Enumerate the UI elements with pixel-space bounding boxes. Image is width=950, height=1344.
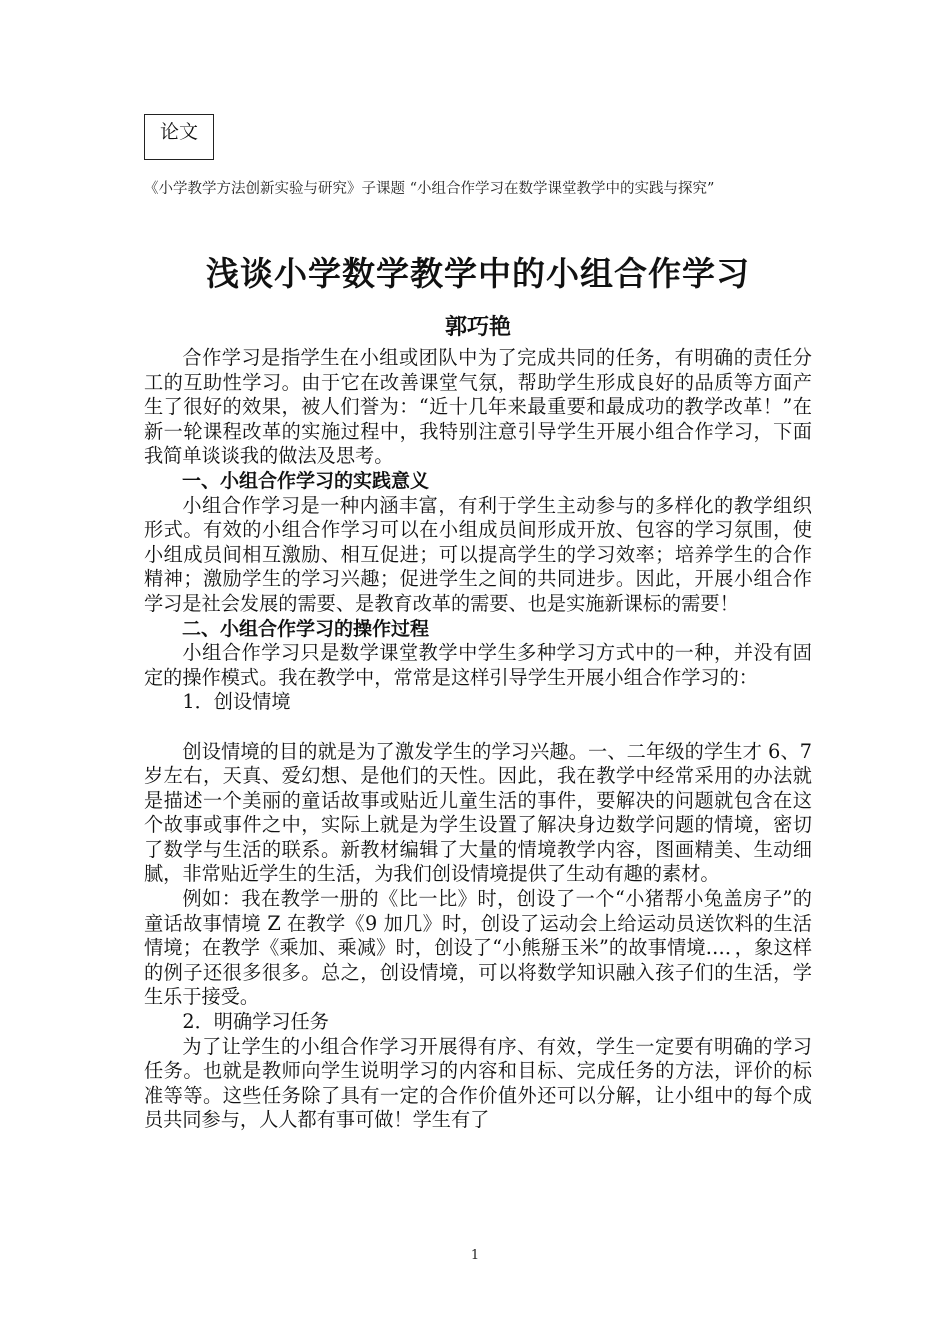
item-1-paragraph-1: 创设情境的目的就是为了激发学生的学习兴趣。一、二年级的学生才 6、7 岁左右，天真、爱幻想、是他们的天性。因此，我在教学中经常采用的办法就是描述一个美丽的童话故事或贴近儿童生活的事件，要解决的问题就包含在这个故事或事件之中，实际上就是为学生设置了解决身边数学问题的情境，密切了数学与生活的联系。新教材编辑了大量的情境教学内容，图画精美、生动细腻，非常贴近学生的生活，为我们创设情境提供了生动有趣的素材。 (144, 739, 812, 886)
subject-line: 《小学教学方法创新实验与研究》子课题 “小组合作学习在数学课堂教学中的实践与探究” (144, 181, 715, 197)
page-number: 1 (470, 1248, 480, 1263)
author-name: 郭巧艳 (444, 315, 511, 340)
intro-paragraph: 合作学习是指学生在小组或团队中为了完成共同的任务，有明确的责任分工的互助性学习。由于它在改善课堂气氛，帮助学生形成良好的品质等方面产生了很好的效果，被人们誉为：“近十几年来最重要和最成功的教学改革！”在新一轮课程改革的实施过程中，我特别注意引导学生开展小组合作学习，下面我简单谈谈我的做法及思考。 (144, 346, 812, 468)
blank-line (144, 715, 812, 740)
item-2-label: 2．明确学习任务 (182, 1010, 329, 1034)
item-2-paragraph-1: 为了让学生的小组合作学习开展得有序、有效，学生一定要有明确的学习任务。也就是教师向学生说明学习的内容和目标、完成任务的方法，评价的标准等等。这些任务除了具有一定的合作价值外还可以分解，让小组中的每个成员共同参与，人人都有事可做！学生有了 (144, 1034, 812, 1132)
document-title: 浅谈小学数学教学中的小组合作学习 (206, 254, 750, 293)
document-body (144, 346, 812, 1133)
section-heading-2: 二、小组合作学习的操作过程 (182, 617, 430, 640)
section-heading-1: 一、小组合作学习的实践意义 (182, 469, 430, 492)
item-1-paragraph-2: 例如：我在教学一册的《比一比》时，创设了一个“小猪帮小兔盖房子”的童话故事情境 Z 在教学《9 加几》时，创设了运动会上给运动员送饮料的生活情境；在教学《乘加、乘减》时，创设了“小熊掰玉米”的故事情境…．，象这样的例子还很多很多。总之，创设情境，可以将数学知识融入孩子们的生活，学生乐于接受。 (144, 887, 812, 1009)
section-2-paragraph: 小组合作学习只是数学课堂教学中学生多种学习方式中的一种，并没有固定的操作模式。我在教学中，常常是这样引导学生开展小组合作学习的： (144, 641, 812, 689)
item-1-label: 1．创设情境 (182, 690, 291, 714)
paper-tag-box: 论文 (144, 114, 214, 160)
section-1-paragraph: 小组合作学习是一种内涵丰富，有利于学生主动参与的多样化的教学组织形式。有效的小组合作学习可以在小组成员间形成开放、包容的学习氛围，使小组成员间相互激励、相互促进；可以提高学生的学习效率；培养学生的合作精神；激励学生的学习兴趣；促进学生之间的共同进步。因此，开展小组合作学习是社会发展的需要、是教育改革的需要、也是实施新课标的需要！ (144, 493, 812, 615)
